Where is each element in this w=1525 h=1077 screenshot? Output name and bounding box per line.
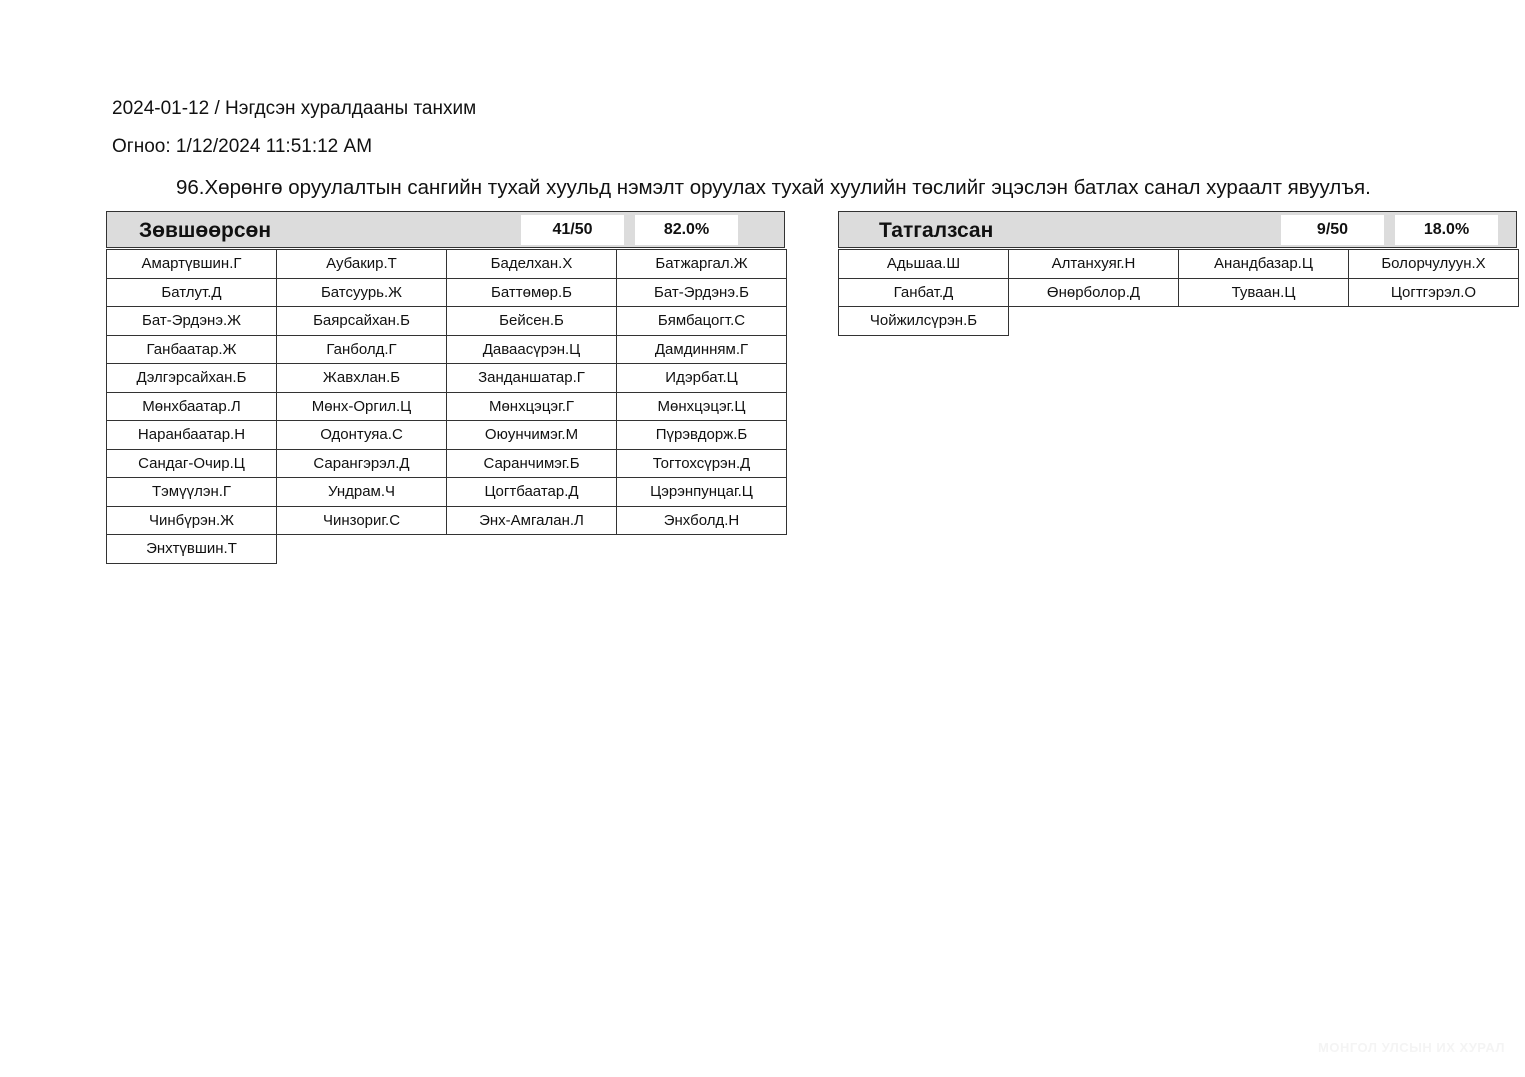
- member-name-cell: Алтанхуяг.Н: [1008, 249, 1179, 279]
- rejected-panel: [838, 211, 1518, 335]
- member-name-cell: Амартүвшин.Г: [106, 249, 277, 279]
- member-name-cell: Оюунчимэг.М: [446, 420, 617, 450]
- member-name-cell: Батжаргал.Ж: [616, 249, 787, 279]
- member-name-cell: Анандбазар.Ц: [1178, 249, 1349, 279]
- member-name-cell: Цогтбаатар.Д: [446, 477, 617, 507]
- member-name-cell: Бямбацогт.С: [616, 306, 787, 336]
- member-name-cell: Мөнхцэцэг.Г: [446, 392, 617, 422]
- session-date-location: 2024-01-12 / Нэгдсэн хуралдааны танхим: [112, 98, 477, 119]
- member-name-cell: Сандаг-Очир.Ц: [106, 449, 277, 479]
- approved-names-grid: [106, 249, 786, 563]
- member-name-cell: Саранчимэг.Б: [446, 449, 617, 479]
- member-name-cell: Мөнхцэцэг.Ц: [616, 392, 787, 422]
- member-name-cell: Тогтохсүрэн.Д: [616, 449, 787, 479]
- member-name-cell: Чинбүрэн.Ж: [106, 506, 277, 536]
- rejected-header: [838, 211, 1517, 248]
- member-name-cell: Тэмүүлэн.Г: [106, 477, 277, 507]
- member-name-cell: Ундрам.Ч: [276, 477, 447, 507]
- member-name-cell: Баделхан.Х: [446, 249, 617, 279]
- member-name-cell: Адьшаа.Ш: [838, 249, 1009, 279]
- member-name-cell: Даваасүрэн.Ц: [446, 335, 617, 365]
- member-name-cell: Батсуурь.Ж: [276, 278, 447, 308]
- member-name-cell: Дамдинням.Г: [616, 335, 787, 365]
- approved-panel: [106, 211, 786, 563]
- member-name-cell: Занданшатар.Г: [446, 363, 617, 393]
- member-name-cell: Идэрбат.Ц: [616, 363, 787, 393]
- member-name-cell: Наранбаатар.Н: [106, 420, 277, 450]
- member-name-cell: Жавхлан.Б: [276, 363, 447, 393]
- vote-timestamp: Огноо: 1/12/2024 11:51:12 AM: [112, 136, 373, 157]
- approved-percent: 82.0%: [635, 215, 738, 245]
- member-name-cell: Ганболд.Г: [276, 335, 447, 365]
- member-name-cell: Туваан.Ц: [1178, 278, 1349, 308]
- member-name-cell: Бат-Эрдэнэ.Ж: [106, 306, 277, 336]
- member-name-cell: Өнөрболор.Д: [1008, 278, 1179, 308]
- member-name-cell: Баттөмөр.Б: [446, 278, 617, 308]
- member-name-cell: Чинзориг.С: [276, 506, 447, 536]
- parliament-watermark: МОНГОЛ УЛСЫН ИХ ХУРАЛ: [1318, 1040, 1505, 1055]
- member-name-cell: Цогтгэрэл.О: [1348, 278, 1519, 308]
- rejected-count: 9/50: [1281, 215, 1384, 245]
- member-name-cell: Энх-Амгалан.Л: [446, 506, 617, 536]
- member-name-cell: Ганбаатар.Ж: [106, 335, 277, 365]
- member-name-cell: Баярсайхан.Б: [276, 306, 447, 336]
- member-name-cell: Бат-Эрдэнэ.Б: [616, 278, 787, 308]
- member-name-cell: Энхтүвшин.Т: [106, 534, 277, 564]
- approved-count: 41/50: [521, 215, 624, 245]
- rejected-title: Татгалзсан: [879, 219, 994, 242]
- member-name-cell: Аубакир.Т: [276, 249, 447, 279]
- member-name-cell: Чойжилсүрэн.Б: [838, 306, 1009, 336]
- member-name-cell: Энхболд.Н: [616, 506, 787, 536]
- member-name-cell: Батлут.Д: [106, 278, 277, 308]
- member-name-cell: Цэрэнпунцаг.Ц: [616, 477, 787, 507]
- member-name-cell: Мөнхбаатар.Л: [106, 392, 277, 422]
- rejected-names-grid: [838, 249, 1518, 335]
- member-name-cell: Бейсен.Б: [446, 306, 617, 336]
- approved-header: [106, 211, 785, 248]
- member-name-cell: Болорчулуун.Х: [1348, 249, 1519, 279]
- rejected-percent: 18.0%: [1395, 215, 1498, 245]
- approved-title: Зөвшөөрсөн: [139, 219, 272, 242]
- member-name-cell: Одонтуяа.С: [276, 420, 447, 450]
- member-name-cell: Ганбат.Д: [838, 278, 1009, 308]
- member-name-cell: Сарангэрэл.Д: [276, 449, 447, 479]
- agenda-title: 96.Хөрөнгө оруулалтын сангийн тухай хуульд нэмэлт оруулах тухай хуулийн төслийг эцэслэн батлах санал хураалт явуулъя.: [176, 176, 1371, 199]
- member-name-cell: Мөнх-Оргил.Ц: [276, 392, 447, 422]
- member-name-cell: Дэлгэрсайхан.Б: [106, 363, 277, 393]
- member-name-cell: Пүрэвдорж.Б: [616, 420, 787, 450]
